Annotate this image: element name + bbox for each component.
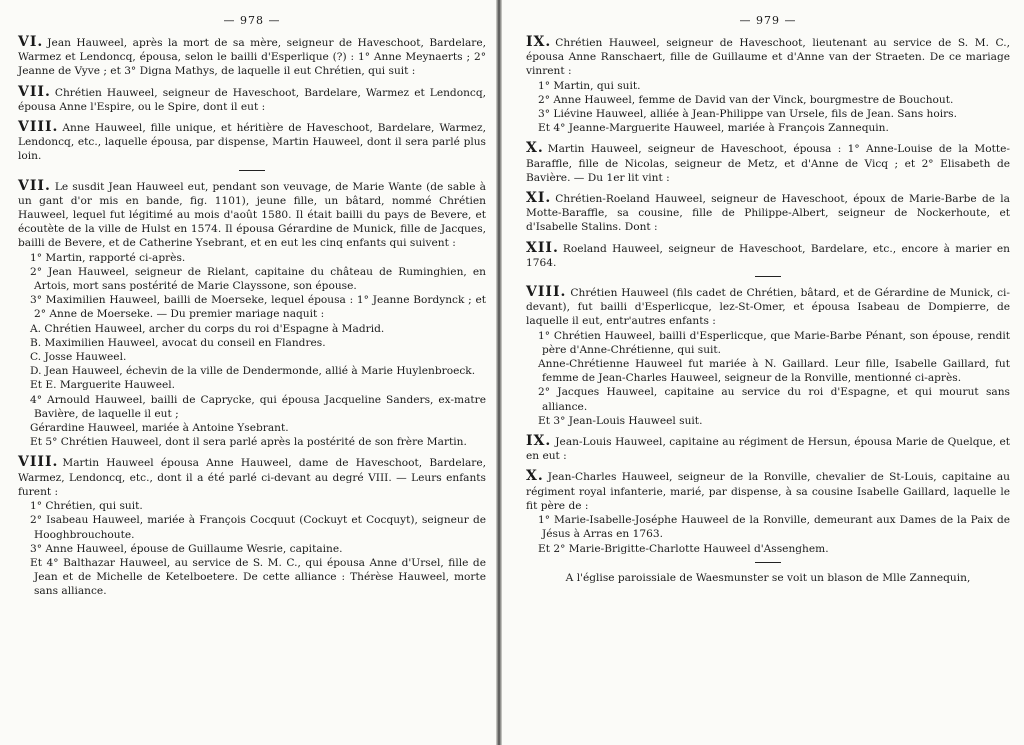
paragraph-text: Chrétien-Roeland Hauweel, seigneur de Haveschoot, époux de Marie-Barbe de la Motte-Baraffle, sa cousine, fille de Philippe-Albert, seigneur de Nockerhoute, et d'Isabelle Stalins. Dont :: [526, 193, 1010, 234]
child-item: Et 4° Jeanne-Marguerite Hauweel, mariée à François Zannequin.: [538, 122, 889, 135]
genealogy-entry: [526, 434, 1010, 463]
entry-paragraph: [18, 179, 486, 251]
child-item: 1° Chrétien Hauweel, bailli d'Esperlicque, que Marie-Barbe Pénant, son épouse, rendit père d'Anne-Chrétienne, qui suit.: [538, 329, 1010, 356]
genealogy-entry: [18, 120, 486, 164]
genealogy-entry: [526, 191, 1010, 235]
left-page: [0, 0, 496, 745]
paragraph-text: Chrétien Hauweel (fils cadet de Chrétien, bâtard, et de Gérardine de Munick, ci-devant), fut bailli d'Esperlicque, lez-St-Omer, et épousa Isabeau de Dompierre, de laquelle il eut, entr'autres enfants :: [526, 287, 1010, 328]
genealogy-entry: [526, 141, 1010, 185]
child-item: D. Jean Hauweel, échevin de la ville de Dendermonde, allié à Marie Huylenbroeck.: [30, 365, 476, 378]
entry-paragraph: [526, 191, 1010, 235]
genealogy-entry: [526, 241, 1010, 270]
paragraph-text: Roeland Hauweel, seigneur de Haveschoot, Bardelare, etc., encore à marier en 1764.: [526, 242, 1010, 269]
child-item: 2° Jacques Hauweel, capitaine au service du roi d'Espagne, et qui mourut sans alliance.: [538, 386, 1010, 413]
child-item: C. Josse Hauweel.: [30, 351, 127, 364]
right-page: [504, 0, 1024, 745]
child-item: 3° Maximilien Hauweel, bailli de Moerseke, lequel épousa : 1° Jeanne Bordynck ; et 2° Anne de Moerseke. — Du premier mariage naquit :: [30, 294, 486, 321]
section-separator: [755, 562, 781, 563]
entry-paragraph: [526, 285, 1010, 329]
paragraph-text: Chrétien Hauweel, seigneur de Haveschoot, Bardelare, Warmez et Lendoncq, épousa Anne l'Espire, ou le Spire, dont il eut :: [18, 86, 486, 113]
right-entries: [526, 35, 1010, 563]
degree-numeral: VIII.: [18, 454, 59, 471]
paragraph-text: Jean-Charles Hauweel, seigneur de la Ronville, chevalier de St-Louis, capitaine au régiment royal infanterie, marié, par dispense, à sa cousine Isabelle Gaillard, laquelle le fit père de :: [526, 471, 1010, 512]
degree-numeral: IX.: [526, 34, 552, 50]
degree-numeral: XI.: [526, 190, 552, 207]
genealogy-entry: [526, 35, 1010, 135]
degree-numeral: VI.: [18, 34, 44, 50]
child-item: 1° Chrétien, qui suit.: [30, 500, 143, 513]
degree-numeral: VIII.: [18, 119, 59, 136]
degree-numeral: VII.: [18, 83, 51, 100]
paragraph-text: Le susdit Jean Hauweel eut, pendant son veuvage, de Marie Wante (de sable à un gant d'or mis en bande, fig. 1101), jeune fille, un bâtard, nommé Chrétien Hauweel, lequel fut légitimé au mois d'août 1580. Il était bailli du pays de Bevere, et écoutète de la ville de Hulst en 1574. Il épousa Gérardine de Munick, fille de Jacques, bailli de Bevere, et de Catherine Ysebrant, et en eut les cinq enfants qui suivent :: [18, 180, 486, 250]
degree-numeral: IX.: [526, 433, 552, 450]
child-item: 2° Anne Hauweel, femme de David van der Vinck, bourgmestre de Bouchout.: [538, 93, 954, 106]
paragraph-text: Anne Hauweel, fille unique, et héritière de Haveschoot, Bardelare, Warmez, Lendoncq, etc., laquelle épousa, par dispense, Martin Hauweel, dont il sera parlé plus loin.: [18, 122, 486, 163]
paragraph-text: Jean Hauweel, après la mort de sa mère, seigneur de Haveschoot, Bardelare, Warmez et Lendoncq, épousa, selon le bailli d'Esperlique (?) : 1° Anne Meynaerts ; 2° Jeanne de Vyve ; et 3° Digna Mathys, de laquelle il eut Chrétien, qui suit :: [18, 37, 486, 78]
degree-numeral: XII.: [526, 239, 559, 256]
child-item: 3° Anne Hauweel, épouse de Guillaume Wesrie, capitaine.: [30, 542, 343, 555]
genealogy-entry: [526, 285, 1010, 428]
child-item: Et 2° Marie-Brigitte-Charlotte Hauweel d'Assenghem.: [538, 542, 829, 555]
entry-paragraph: [526, 141, 1010, 185]
child-item: A. Chrétien Hauweel, archer du corps du roi d'Espagne à Madrid.: [30, 322, 385, 335]
child-item: Et 4° Balthazar Hauweel, au service de S. M. C., qui épousa Anne d'Ursel, fille de Jean et de Michelle de Ketelboetere. De cette alliance : Thérèse Hauweel, morte sans alliance.: [30, 556, 486, 598]
section-separator: [755, 276, 781, 277]
child-item: Et 3° Jean-Louis Hauweel suit.: [538, 414, 703, 427]
paragraph-text: Jean-Louis Hauweel, capitaine au régiment de Hersun, épousa Marie de Quelque, et en eut :: [526, 436, 1010, 463]
child-item: B. Maximilien Hauweel, avocat du conseil en Flandres.: [30, 336, 326, 349]
section-separator: [239, 170, 265, 171]
child-item: 2° Isabeau Hauweel, mariée à François Cocquut (Cockuyt et Cocquyt), seigneur de Hooghbrouchoute.: [30, 514, 486, 541]
child-item: Et E. Marguerite Hauweel.: [30, 379, 176, 392]
genealogy-entry: [18, 85, 486, 114]
entry-paragraph: [526, 35, 1010, 79]
degree-numeral: X.: [526, 140, 544, 157]
genealogy-entry: [18, 35, 486, 79]
entry-paragraph: [526, 434, 1010, 463]
child-item: Gérardine Hauweel, mariée à Antoine Ysebrant.: [30, 422, 289, 435]
child-item: Et 5° Chrétien Hauweel, dont il sera parlé après la postérité de son frère Martin.: [30, 436, 467, 449]
book-gutter: [496, 0, 502, 745]
paragraph-text: Martin Hauweel épousa Anne Hauweel, dame de Haveschoot, Bardelare, Warmez, Lendoncq, etc., dont il a été parlé ci-devant au degré VIII. — Leurs enfants furent :: [18, 457, 486, 498]
left-page-number: — 978 —: [223, 14, 281, 27]
entry-paragraph: [18, 85, 486, 114]
right-page-number: — 979 —: [739, 14, 797, 27]
genealogy-entry: [18, 455, 486, 598]
closing-line: A l'église paroissiale de Waesmunster se voit un blason de Mlle Zannequin,: [565, 571, 971, 584]
genealogy-entry: [18, 179, 486, 450]
entry-paragraph: [526, 469, 1010, 513]
paragraph-text: Chrétien Hauweel, seigneur de Haveschoot, lieutenant au service de S. M. C., épousa Anne Ranschaert, fille de Guillaume et d'Anne van der Straeten. De ce mariage vinrent :: [526, 37, 1010, 78]
child-item: 4° Arnould Hauweel, bailli de Caprycke, qui épousa Jacqueline Sanders, ex-matre Bavière, de laquelle il eut ;: [30, 393, 486, 420]
left-entries: [18, 35, 486, 599]
child-item: 2° Jean Hauweel, seigneur de Rielant, capitaine du château de Ruminghien, en Artois, mort sans postérité de Marie Clayssone, son épouse.: [30, 265, 486, 293]
entry-paragraph: [526, 241, 1010, 270]
entry-paragraph: [18, 120, 486, 164]
degree-numeral: VIII.: [526, 284, 567, 301]
entry-paragraph: [18, 35, 486, 79]
entry-paragraph: [18, 455, 486, 499]
degree-numeral: X.: [526, 468, 544, 485]
genealogy-entry: [526, 469, 1010, 555]
child-item: 3° Liévine Hauweel, alliée à Jean-Philippe van Ursele, fils de Jean. Sans hoirs.: [538, 108, 957, 121]
paragraph-text: Martin Hauweel, seigneur de Haveschoot, épousa : 1° Anne-Louise de la Motte-Baraffle, fille de Nicolas, seigneur de Metz, et d'Anne de Vicq ; et 2° Elisabeth de Bavière. — Du 1er lit vint :: [526, 143, 1010, 184]
child-item: 1° Marie-Isabelle-Joséphe Hauweel de la Ronville, demeurant aux Dames de la Paix de Jésus à Arras en 1763.: [538, 514, 1010, 541]
child-item: Anne-Chrétienne Hauweel fut mariée à N. Gaillard. Leur fille, Isabelle Gaillard, fut femme de Jean-Charles Hauweel, seigneur de la Ronville, mentionné ci-après.: [538, 358, 1010, 385]
degree-numeral: VII.: [18, 177, 51, 194]
child-item: 1° Martin, qui suit.: [538, 79, 641, 92]
child-item: 1° Martin, rapporté ci-après.: [30, 251, 186, 264]
